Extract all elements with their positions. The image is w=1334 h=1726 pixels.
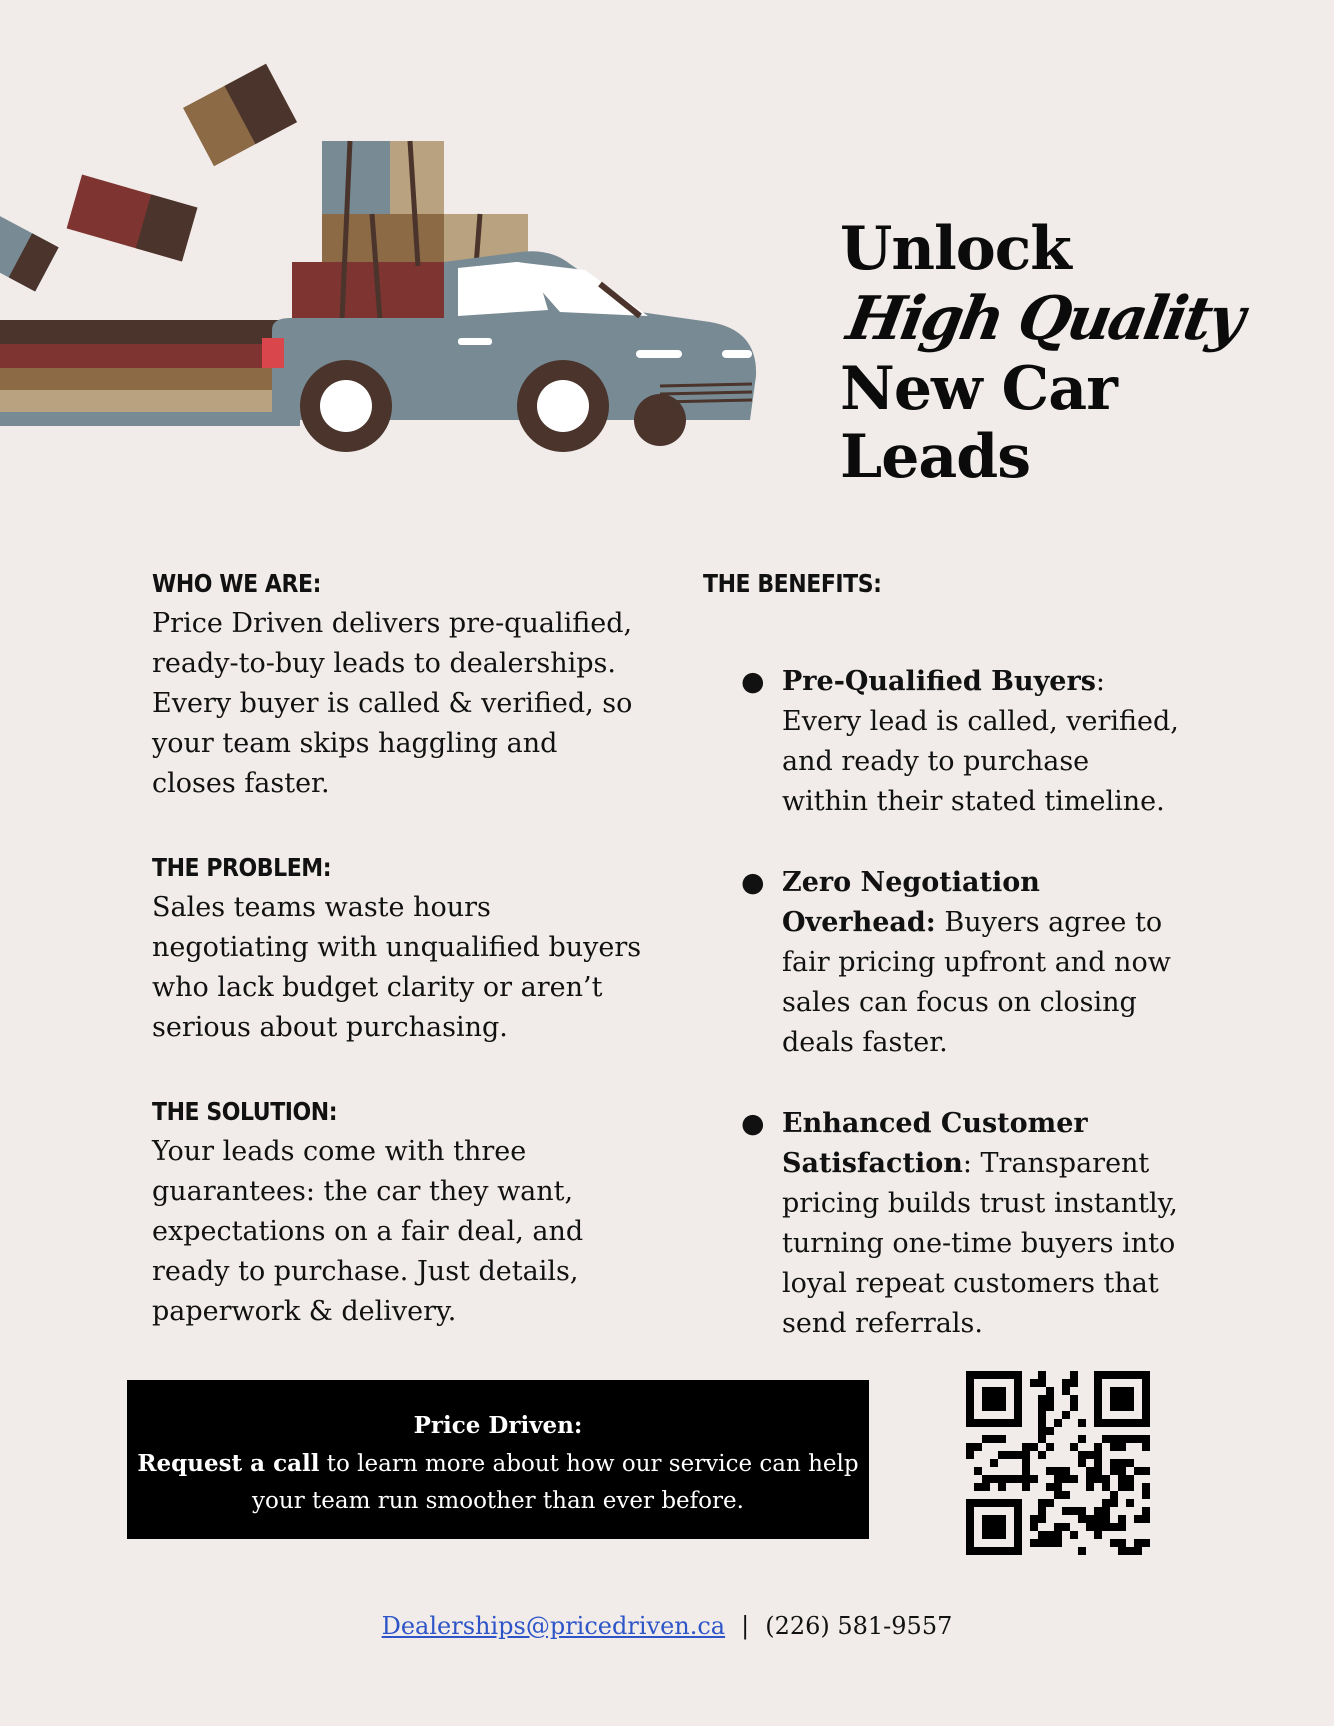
flying-box-icon xyxy=(183,64,297,166)
flying-box-icon xyxy=(67,175,198,262)
headline-script-line: High Quality xyxy=(841,284,1248,354)
benefit-item xyxy=(741,863,1183,1063)
delivery-truck-illustration xyxy=(0,60,760,460)
who-we-are-body: Price Driven delivers pre-qualified, ready-to-buy leads to dealerships. Every buyer is called & verified, so your team skips haggling and closes faster. xyxy=(152,608,633,799)
cta-title: Price Driven: xyxy=(413,1412,583,1439)
bullet-icon: ● xyxy=(741,1108,765,1139)
bullet-icon: ● xyxy=(741,867,765,898)
qr-code-icon[interactable] xyxy=(966,1371,1150,1555)
benefit-text: : Every lead is called, verified, and ready to purchase within their stated timeline. xyxy=(782,666,1179,817)
phone-number: (226) 581-9557 xyxy=(765,1612,953,1640)
headline xyxy=(840,215,1300,491)
flying-box-icon xyxy=(0,214,59,291)
solution-heading: THE SOLUTION: xyxy=(152,1097,338,1126)
who-we-are-heading: WHO WE ARE: xyxy=(152,569,321,598)
problem-body: Sales teams waste hours negotiating with unqualified buyers who lack budget clarity or aren’t serious about purchasing. xyxy=(152,892,642,1043)
benefit-title: Enhanced Customer Satisfaction xyxy=(782,1108,1088,1179)
benefit-item xyxy=(741,1104,1183,1344)
benefit-title: Zero Negotiation Overhead: xyxy=(782,867,1040,938)
benefit-text: : Transparent pricing builds trust instantly, turning one-time buyers into loyal repeat customers that send referrals. xyxy=(782,1148,1178,1339)
solution-body: Your leads come with three guarantees: the car they want, expectations on a fair deal, and ready to purchase. Just details, paperwork & delivery. xyxy=(152,1136,584,1327)
contact-footer xyxy=(0,1612,1334,1640)
footer-separator: | xyxy=(741,1612,750,1640)
cta-text: Request a call to learn more about how our service can help your team run smoother than ever before. xyxy=(137,1450,859,1514)
request-call-label: Request a call xyxy=(137,1450,320,1477)
benefit-item xyxy=(741,662,1183,822)
email-link[interactable]: Dealerships@pricedriven.ca xyxy=(381,1612,726,1640)
left-column xyxy=(152,564,642,1376)
headline-line-4: Leads xyxy=(840,422,1030,492)
problem-heading: THE PROBLEM: xyxy=(152,853,332,882)
benefit-title: Pre-Qualified Buyers xyxy=(782,666,1096,697)
headline-line-3: New Car xyxy=(840,354,1117,424)
bullet-icon: ● xyxy=(741,666,765,697)
benefits-heading: THE BENEFITS: xyxy=(703,569,882,598)
headline-line-1: Unlock xyxy=(840,214,1071,284)
benefits-column xyxy=(703,564,1183,1385)
benefits-list xyxy=(703,662,1183,1344)
benefit-text: Buyers agree to fair pricing upfront and now sales can focus on closing deals faster. xyxy=(782,907,1171,1058)
call-to-action-box xyxy=(127,1380,869,1539)
